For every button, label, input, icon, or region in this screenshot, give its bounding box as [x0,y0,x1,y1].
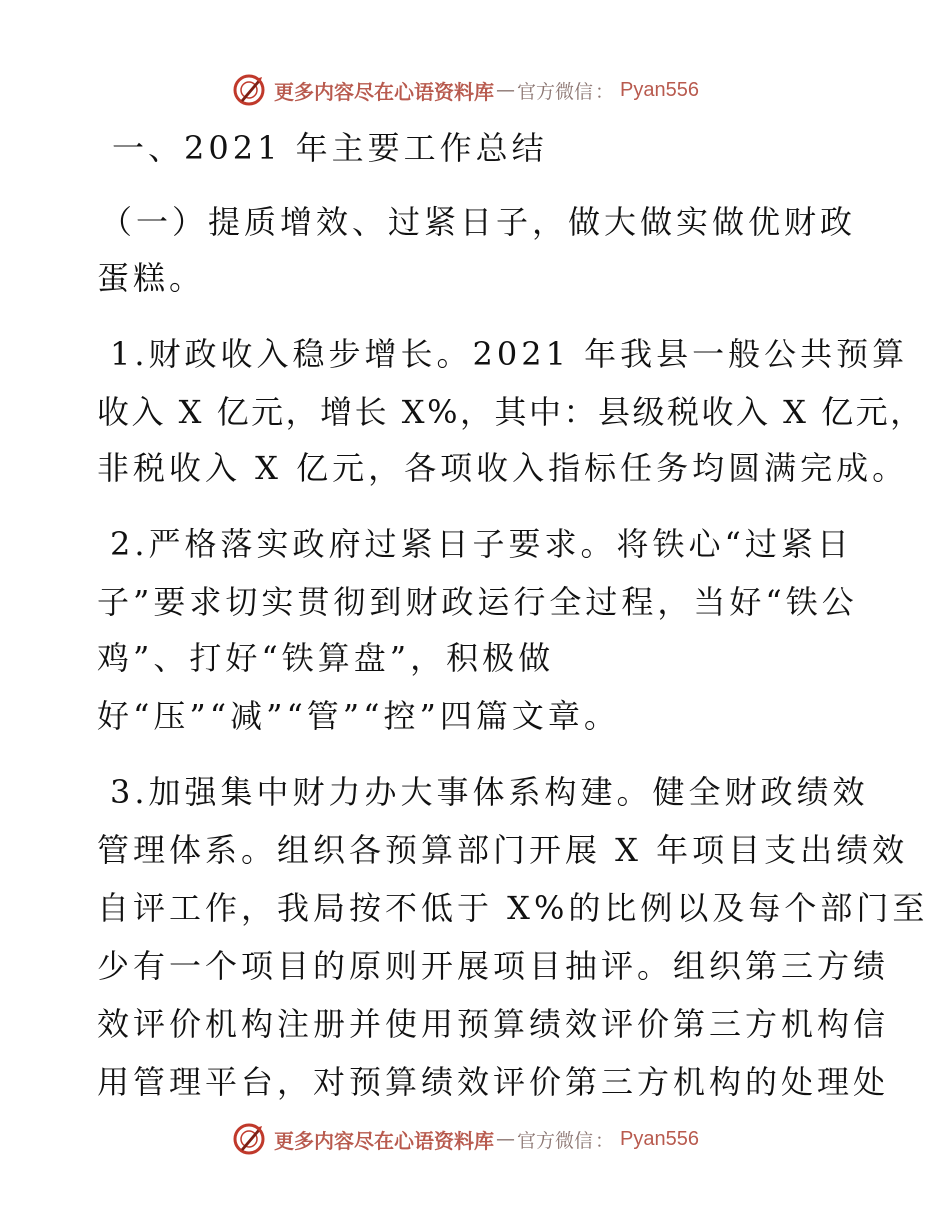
paragraph-line: 好“压”“减”“管”“控”四篇文章。 [97,697,620,735]
watermark-label: 官方微信 [517,1129,594,1152]
watermark-separator: — [496,79,515,101]
quill-logo-icon [232,73,266,107]
watermark-footer [232,1121,699,1157]
paragraph-line: 效评价机构注册并使用预算绩效评价第三方机构信 [97,1005,890,1043]
paragraph-line: 2.严格落实政府过紧日子要求。将铁心“过紧日 [110,525,853,563]
paragraph-line: 收入 X 亿元，增长 X%，其中：县级税收入 X 亿元， [97,393,925,431]
watermark-colon: ： [595,1129,615,1152]
subsection-title-line: （一）提质增效、过紧日子，做大做实做优财政 [100,203,857,241]
paragraph-line: 少有一个项目的原则开展项目抽评。组织第三方绩 [97,947,890,985]
paragraph-line: 用管理平台，对预算绩效评价第三方机构的处理处 [97,1063,890,1101]
watermark-brand: 更多内容尽在心语资料库 [274,1128,494,1153]
paragraph-line: 子”要求切实贯彻到财政运行全过程，当好“铁公 [97,583,858,621]
paragraph-line: 1.财政收入稳步增长。2021 年我县一般公共预算 [110,335,909,373]
paragraph-line: 非税收入 X 亿元，各项收入指标任务均圆满完成。 [97,449,909,487]
watermark-header [232,72,699,108]
paragraph-line: 自评工作，我局按不低于 X%的比例以及每个部门至 [97,889,929,927]
paragraph-line: 鸡”、打好“铁算盘”，积极做 [97,639,555,677]
watermark-handle: Pyan556 [620,1127,699,1150]
watermark-label: 官方微信 [517,80,594,103]
paragraph-line: 3.加强集中财力办大事体系构建。健全财政绩效 [110,773,869,811]
watermark-colon: ： [595,80,615,103]
quill-logo-icon [232,1122,266,1156]
subsection-title-line: 蛋糕。 [97,259,206,297]
watermark-handle: Pyan556 [620,78,699,101]
watermark-brand: 更多内容尽在心语资料库 [274,79,494,104]
watermark-separator: — [496,1128,515,1150]
paragraph-line: 管理体系。组织各预算部门开展 X 年项目支出绩效 [97,831,909,869]
section-heading: 一、2021 年主要工作总结 [112,129,548,167]
